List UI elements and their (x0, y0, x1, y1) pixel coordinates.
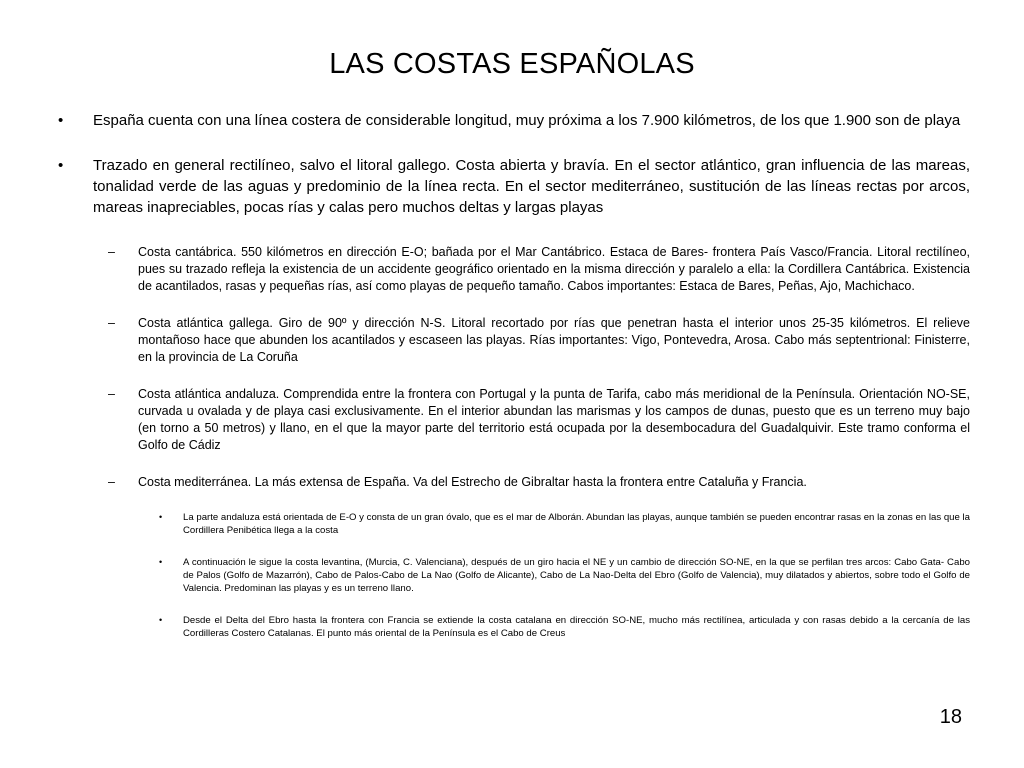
sub-sub-bullet-text: A continuación le sigue la costa levantina, (Murcia, C. Valenciana), después de un giro hacia el NE y un cambio de dirección SO-NE, en la que se perfilan tres arcos: Cabo Gata- Cabo de Palos (Golfo de Mazarrón), Cabo de Palos-Cabo de La Nao (Golfo de Alicante), Cabo de La Nao-Delta del Ebro (Golfo de Valencia), muy dilatados y abiertos, sobre todo el Golfo de Valencia. Predominan las playas y es un terreno llano. (183, 557, 970, 594)
sub-bullet-text: Costa mediterránea. La más extensa de España. Va del Estrecho de Gibraltar hasta la frontera entre Cataluña y Francia. (138, 475, 807, 489)
bullet-text: España cuenta con una línea costera de considerable longitud, muy próxima a los 7.900 kilómetros, de los que 1.900 son de playa (93, 112, 961, 129)
slide-content (58, 110, 970, 659)
bullet-marker: • (159, 615, 163, 625)
sub-bullet-item (108, 315, 970, 366)
bullet-item (58, 155, 970, 218)
sub-bullet-item (108, 386, 970, 454)
dash-marker: – (108, 387, 115, 401)
sub-sub-bullet-text: La parte andaluza está orientada de E-O y consta de un gran óvalo, que es el mar de Alborán. Abundan las playas, aunque también se pueden encontrar rasas en la zonas en las que la Cordillera Penibética llega a la costa (183, 512, 970, 536)
sub-sub-bullet-item (159, 511, 970, 537)
sub-bullet-text: Costa cantábrica. 550 kilómetros en dirección E-O; bañada por el Mar Cantábrico. Estaca de Bares- frontera País Vasco/Francia. Litoral rectilíneo, pues su trazado refleja la existencia de un accidente geográfico orientado en la misma dirección y paralelo a ella: la Cordillera Cantábrica. Existencia de acantilados, rasas y pequeñas rías, así como playas de pequeño tamaño. Cabos importantes: Estaca de Bares, Peñas, Ajo, Machichaco. (138, 245, 970, 293)
page-number: 18 (939, 706, 962, 728)
sub-bullet-text: Costa atlántica andaluza. Comprendida entre la frontera con Portugal y la punta de Tarifa, cabo más meridional de la Península. Orientación NO-SE, curvada u ovalada y de playa casi exclusivamente. En el interior abundan las marismas y los campos de dunas, puesto que es un terreno muy bajo (en torno a 50 metros) y llano, en el que la mayor parte del territorio está ocupada por la desembocadura del Guadalquivir. Este tramo conforma el Golfo de Cádiz (138, 387, 970, 452)
bullet-item (58, 110, 970, 131)
dash-marker: – (108, 475, 115, 489)
slide-title: LAS COSTAS ESPAÑOLAS (329, 48, 695, 80)
bullet-marker: • (159, 512, 163, 522)
sub-sub-bullet-text: Desde el Delta del Ebro hasta la frontera con Francia se extiende la costa catalana en dirección SO-NE, mucho más rectilínea, articulada y con rasas debido a la cercanía de las Cordilleras Costero Catalanas. El punto más oriental de la Península es el Cabo de Creus (183, 615, 970, 639)
sub-bullet-item (108, 474, 970, 491)
bullet-text: Trazado en general rectilíneo, salvo el litoral gallego. Costa abierta y bravía. En el sector atlántico, gran influencia de las mareas, tonalidad verde de las aguas y predominio de la línea recta. En el sector mediterráneo, sustitución de las líneas rectas por arcos, mareas inapreciables, pocas rías y calas pero muchos deltas y largas playas (93, 157, 970, 216)
sub-sub-bullet-item (159, 614, 970, 640)
bullet-marker: • (159, 557, 163, 567)
sub-bullet-item (108, 244, 970, 295)
dash-marker: – (108, 316, 115, 330)
bullet-marker: • (58, 157, 64, 174)
sub-sub-bullet-item (159, 556, 970, 595)
dash-marker: – (108, 245, 115, 259)
sub-bullet-text: Costa atlántica gallega. Giro de 90º y dirección N-S. Litoral recortado por rías que penetran hasta el interior unos 25-35 kilómetros. El relieve montañoso hace que abunden los acantilados y escaseen las playas. Rías importantes: Vigo, Pontevedra, Arosa. Cabo más septentrional: Finisterre, en la provincia de La Coruña (138, 316, 970, 364)
bullet-marker: • (58, 112, 64, 129)
